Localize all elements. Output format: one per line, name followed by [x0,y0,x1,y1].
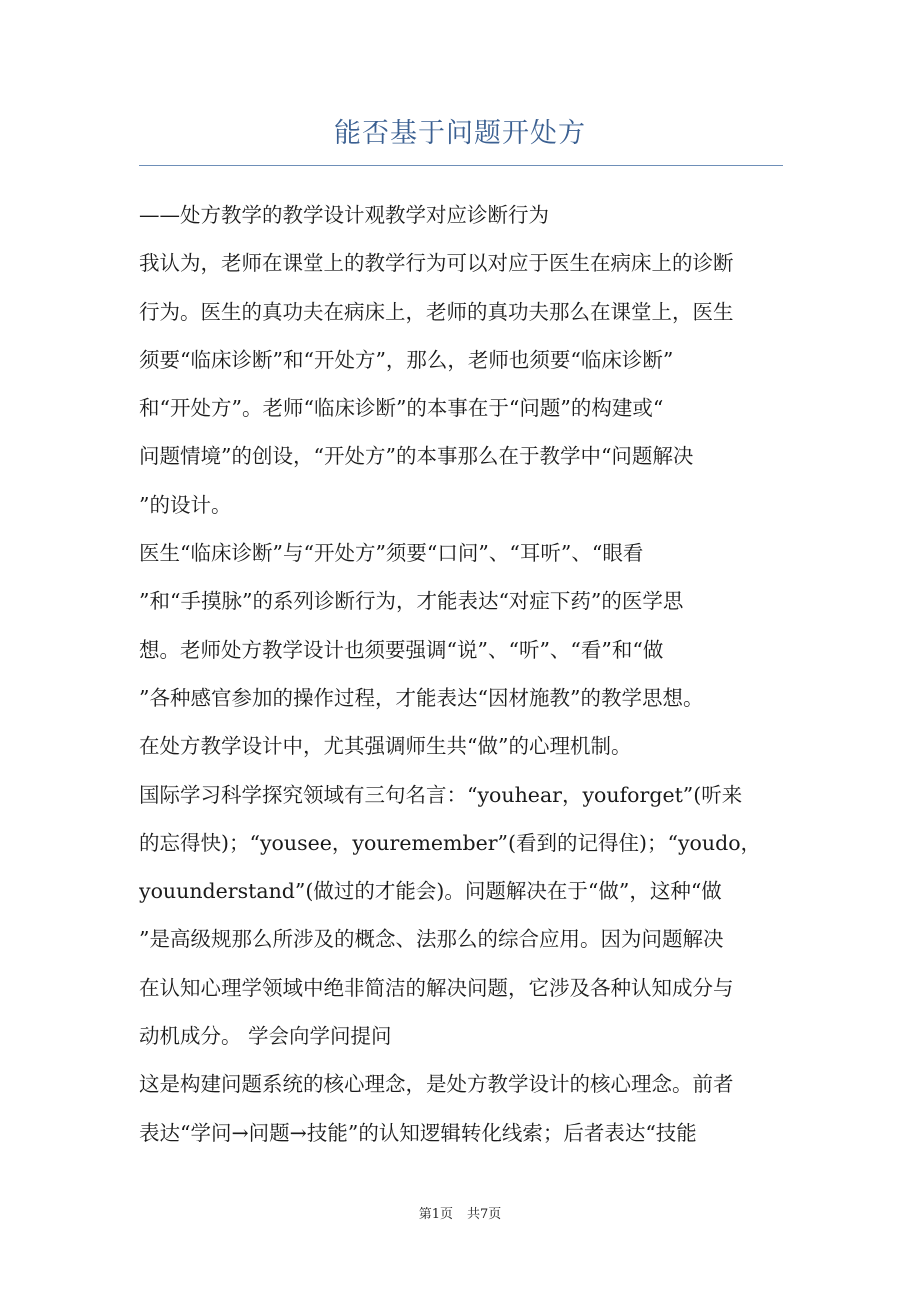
text-line: 须要“临床诊断”和“开处方”，那么，老师也须要“临床诊断” [139,347,674,372]
text-line: 问题情境”的创设，“开处方”的本事那么在于教学中“问题解决 [139,444,694,469]
text-line: 医生“临床诊断”与“开处方”须要“口问”、“耳听”、“眼看 [139,541,644,566]
page-number: 第1页 [418,1207,453,1222]
page-total: 共7页 [467,1207,502,1222]
text-line: ”的设计。 [139,492,232,517]
text-line: 在认知心理学领域中绝非简洁的解决问题，它涉及各种认知成分与 [139,975,734,1000]
page-footer [0,1203,920,1222]
text-line: 行为。医生的真功夫在病床上，老师的真功夫那么在课堂上，医生 [139,299,734,324]
text-line: 想。老师处方教学设计也须要强调“说”、“听”、“看”和“做 [139,637,664,662]
document-title: 能否基于问题开处方 [334,118,586,149]
text-line: 和“开处方”。老师“临床诊断”的本事在于“问题”的构建或“ [139,396,664,421]
text-line: 这是构建问题系统的核心理念，是处方教学设计的核心理念。前者 [139,1072,734,1097]
document-body [139,197,785,1163]
text-line: ”各种感官参加的操作过程，才能表达“因材施教”的教学思想。 [139,685,704,710]
text-line: 国际学习科学探究领域有三句名言：“youhear，youforget”(听来 [139,782,743,807]
text-line: ”是高级规那么所涉及的概念、法那么的综合应用。因为问题解决 [139,927,724,952]
text-line: 的忘得快)；“yousee，youremember”(看到的记得住)；“youdo， [139,830,762,855]
text-line: 我认为，老师在课堂上的教学行为可以对应于医生在病床上的诊断 [139,251,734,276]
text-line: 动机成分。 学会向学问提问 [139,1024,392,1049]
text-line: youunderstand”(做过的才能会)。问题解决在于“做”，这种“做 [139,879,722,904]
text-line: ——处方教学的教学设计观教学对应诊断行为 [139,203,549,227]
title-underline [139,165,783,166]
text-line: 表达“学问→问题→技能”的认知逻辑转化线索；后者表达“技能 [139,1120,697,1145]
text-line: 在处方教学设计中，尤其强调师生共“做”的心理机制。 [139,734,632,759]
text-line: ”和“手摸脉”的系列诊断行为，才能表达“对症下药”的医学思 [139,589,684,614]
